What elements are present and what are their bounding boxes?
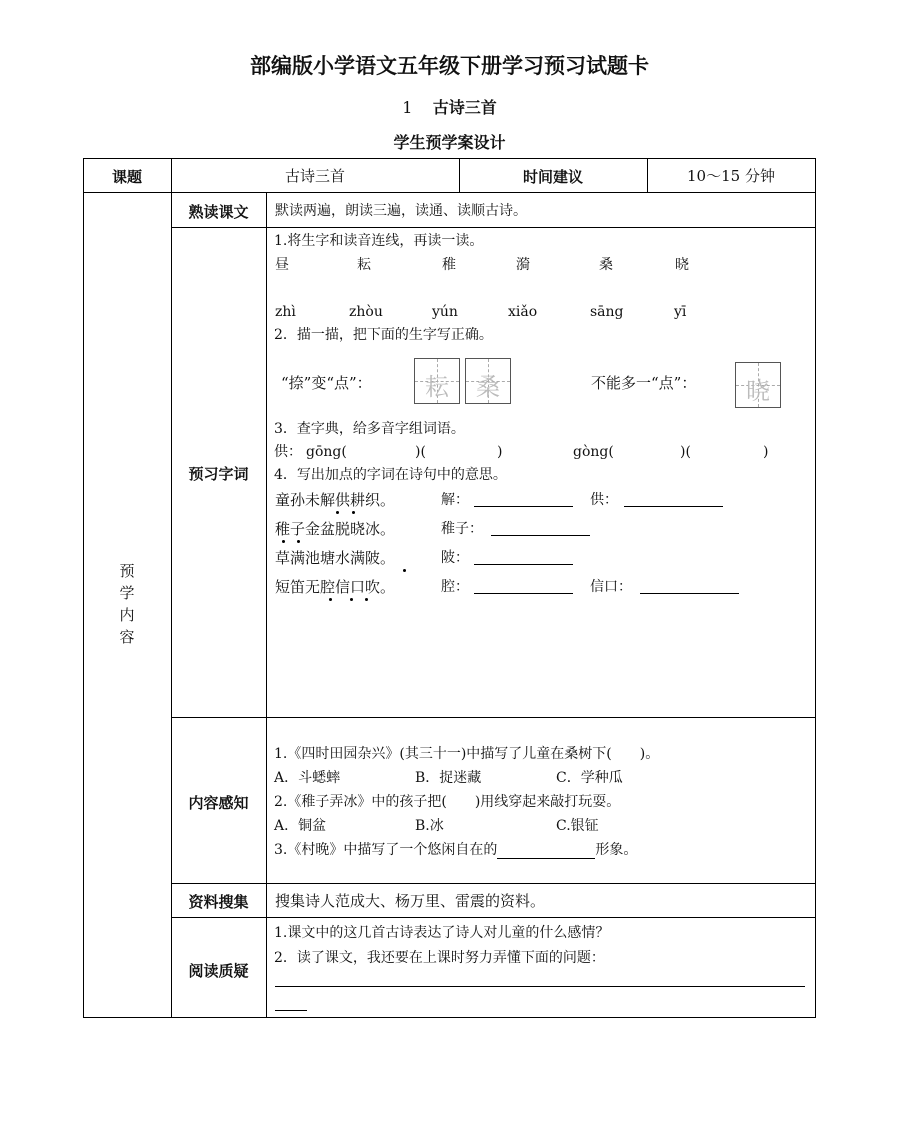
char-item[interactable]: 稚 bbox=[442, 257, 456, 273]
reading-label: 熟读课文 bbox=[188, 203, 249, 221]
lesson-title: 古诗三首 bbox=[432, 98, 497, 117]
time-value: 10～15 分钟 bbox=[687, 167, 775, 185]
trace-char: 耘 bbox=[425, 373, 449, 401]
vocab-q4: 4．写出加点的字词在诗句中的意思。 bbox=[274, 467, 507, 483]
poly-char: 供： bbox=[274, 444, 302, 460]
reading-text: 默读两遍，朗读三遍，读通、读顺古诗。 bbox=[275, 203, 527, 219]
lesson-heading bbox=[0, 95, 899, 118]
question-q1: 1.课文中的这几首古诗表达了诗人对儿童的什么感情？ bbox=[274, 925, 610, 941]
content-q3 bbox=[274, 841, 637, 859]
question-label: 阅读质疑 bbox=[188, 962, 249, 980]
emphasis-dot bbox=[336, 511, 339, 514]
vocab-q3: 3．查字典，给多音字组词语。 bbox=[274, 421, 465, 437]
content-q2-option[interactable]: C.银钲 bbox=[556, 818, 599, 834]
trace-box[interactable] bbox=[414, 358, 460, 404]
poly-gong1: gōng( bbox=[306, 444, 347, 460]
pinyin-item[interactable]: yún bbox=[432, 304, 458, 320]
content-q2-option[interactable]: B.冰 bbox=[415, 818, 444, 834]
vocab-q2: 2．描一描，把下面的生字写正确。 bbox=[274, 327, 493, 343]
verse-line: 草满池塘水满陂。 bbox=[275, 549, 396, 567]
answer-blank[interactable] bbox=[497, 844, 595, 859]
meaning-label: 信口： bbox=[590, 579, 632, 595]
meaning-label: 供： bbox=[590, 492, 618, 508]
emphasis-dot bbox=[297, 540, 300, 543]
pinyin-item[interactable]: yī bbox=[674, 304, 687, 320]
verse-line: 稚子金盆脱晓冰。 bbox=[275, 520, 396, 538]
emphasis-dot bbox=[365, 598, 368, 601]
meaning-label: 腔： bbox=[441, 579, 469, 595]
pinyin-item[interactable]: zhòu bbox=[349, 304, 383, 320]
meaning-label: 稚子： bbox=[441, 521, 483, 537]
answer-line[interactable] bbox=[275, 986, 805, 987]
pinyin-item[interactable]: sāng bbox=[590, 304, 624, 320]
verse-line: 短笛无腔信口吹。 bbox=[275, 578, 396, 596]
content-q3-pre: 3.《村晚》中描写了一个悠闲自在的 bbox=[274, 842, 498, 858]
poly-gong1-sep[interactable]: )( bbox=[415, 444, 426, 460]
content-q1-option[interactable]: A．斗蟋蟀 bbox=[274, 770, 341, 786]
research-text: 搜集诗人范成大、杨万里、雷震的资料。 bbox=[275, 892, 546, 910]
emphasis-dot bbox=[329, 598, 332, 601]
pinyin-item[interactable]: zhì bbox=[275, 304, 296, 320]
section-label: 预学内容 bbox=[119, 562, 135, 646]
answer-blank[interactable] bbox=[474, 550, 573, 565]
vocab-q1: 1.将生字和读音连线，再读一读。 bbox=[274, 233, 484, 249]
emphasis-dot bbox=[352, 511, 355, 514]
content-q1-option[interactable]: C．学种瓜 bbox=[556, 770, 623, 786]
answer-blank[interactable] bbox=[474, 492, 573, 507]
answer-blank[interactable] bbox=[474, 579, 573, 594]
page-title: 部编版小学语文五年级下册学习预习试题卡 bbox=[250, 54, 649, 78]
emphasis-dot bbox=[403, 569, 406, 572]
research-label: 资料搜集 bbox=[188, 893, 249, 911]
content-q1: 1.《四时田园杂兴》(其三十一)中描写了儿童在桑树下( )。 bbox=[274, 746, 660, 762]
char-item[interactable]: 桑 bbox=[599, 257, 613, 273]
emphasis-dot bbox=[282, 540, 285, 543]
poly-gong4-sep[interactable]: )( bbox=[680, 444, 691, 460]
trace-char: 晓 bbox=[746, 377, 770, 405]
emphasis-dot bbox=[350, 598, 353, 601]
meaning-label: 解： bbox=[441, 492, 469, 508]
lesson-number: 1 bbox=[402, 98, 413, 117]
char-item[interactable]: 耘 bbox=[357, 257, 371, 273]
content-q2: 2.《稚子弄冰》中的孩子把( )用线穿起来敲打玩耍。 bbox=[274, 794, 621, 810]
poly-gong4: gòng( bbox=[573, 444, 614, 460]
answer-blank[interactable] bbox=[491, 521, 590, 536]
time-label: 时间建议 bbox=[522, 168, 583, 186]
answer-blank[interactable] bbox=[624, 492, 723, 507]
poly-gong1-end[interactable]: ) bbox=[497, 444, 503, 460]
answer-line[interactable] bbox=[275, 1010, 307, 1011]
trace-box[interactable] bbox=[465, 358, 511, 404]
verse-line: 童孙未解供耕织。 bbox=[275, 491, 396, 509]
char-item[interactable]: 漪 bbox=[516, 257, 530, 273]
question-q2: 2．读了课文，我还要在上课时努力弄懂下面的问题： bbox=[274, 950, 605, 966]
pinyin-item[interactable]: xiǎo bbox=[508, 304, 538, 320]
trace-char: 桑 bbox=[476, 373, 500, 401]
char-item[interactable]: 昼 bbox=[275, 257, 289, 273]
answer-blank[interactable] bbox=[640, 579, 739, 594]
design-title: 学生预学案设计 bbox=[393, 133, 506, 152]
content-q2-option[interactable]: A．铜盆 bbox=[274, 818, 327, 834]
trace-a-prefix: “捺”变“点”： bbox=[281, 374, 372, 392]
content-q1-option[interactable]: B．捉迷藏 bbox=[415, 770, 482, 786]
content-q3-post: 形象。 bbox=[595, 842, 638, 858]
trace-b-prefix: 不能多一“点”： bbox=[591, 374, 697, 392]
poly-gong4-end[interactable]: ) bbox=[763, 444, 769, 460]
meaning-label: 陂： bbox=[441, 550, 469, 566]
trace-box[interactable] bbox=[735, 362, 781, 408]
char-item[interactable]: 晓 bbox=[675, 257, 689, 273]
vocab-label: 预习字词 bbox=[188, 465, 249, 483]
topic-label: 课题 bbox=[111, 168, 142, 186]
content-label: 内容感知 bbox=[188, 794, 249, 812]
topic-value: 古诗三首 bbox=[284, 167, 345, 185]
